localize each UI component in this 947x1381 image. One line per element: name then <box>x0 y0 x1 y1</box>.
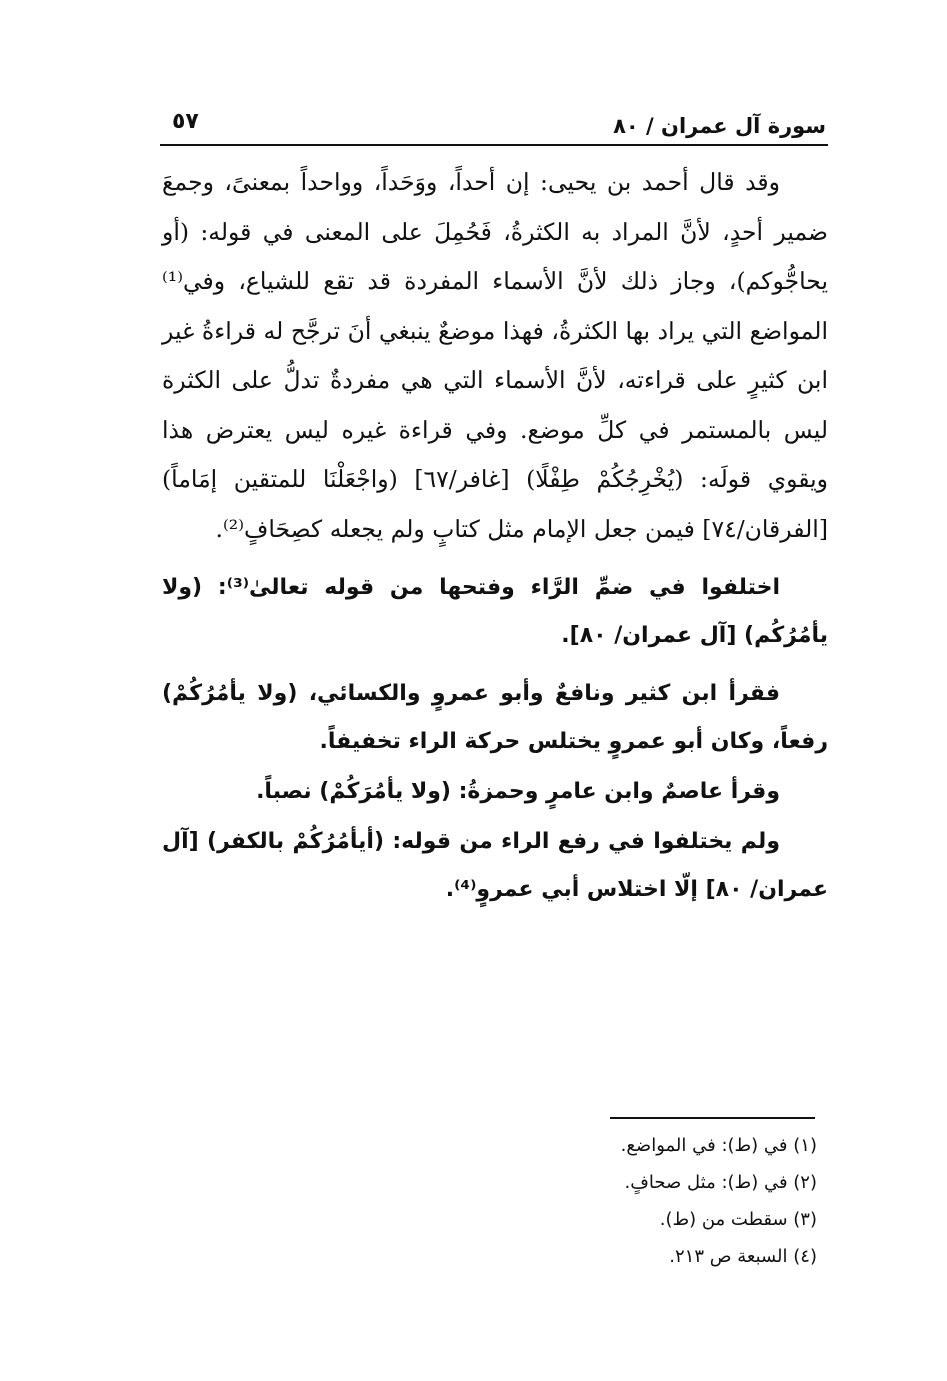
paragraph-reading-raf: فقرأ ابن كثير ونافعٌ وأبو عمروٍ والكسائي، (ولا يأمُرُكُمْ) رفعاً، وكان أبو عمروٍ يختلس حركة الراء تخفيفاً. <box>162 681 828 754</box>
running-header <box>160 92 828 146</box>
footnote-separator <box>610 1117 815 1119</box>
footnotes <box>517 1127 817 1275</box>
footnote-4: (٤) السبعة ص ٢١٣. <box>669 1246 817 1267</box>
paragraph-reading-nasb: وقرأ عاصمٌ وابن عامرٍ وحمزةُ: (ولا يأمُرَكُمْ) نصباً. <box>256 779 780 804</box>
footnote-2: (٢) في (ط): مثل صحافٍ. <box>624 1172 817 1193</box>
paragraph-commentary: وقد قال أحمد بن يحيى: إن أحداً، ووَحَداً، وواحداً بمعنىً، وجمعَ ضمير أحدٍ، لأنَّ المراد به الكثرةُ، فَحُمِلَ على المعنى في قوله: (أو يحاجُّوكم)، وجاز ذلك لأنَّ الأسماء المفردة قد تقع للشياع، وفي⁽¹⁾ المواضع التي يراد بها الكثرةُ، فهذا موضعٌ ينبغي أنَ ترجَّح له قراءةُ غير ابن كثيرٍ على قراءته، لأنَّ الأسماء التي هي مفردةٌ تدلُّ على الكثرة ليس بالمستمر في كلِّ موضع. وفي قراءة غيره ليس يعترض هذا ويقوي قولَه: (يُخْرِجُكُمْ طِفْلًا) [غافر/٦٧] (واجْعَلْنَا للمتقين إمَاماً) [الفرقان/٧٤] فيمن جعل الإمام مثل كتابٍ ولم يجعله كصِحَافٍ⁽²⁾. <box>162 168 828 543</box>
footnote-1: (١) في (ط): في المواضع. <box>620 1135 817 1156</box>
paragraph-no-disagreement: ولم يختلفوا في رفع الراء من قوله: (أيأمُرُكُمْ بالكفر) [آل عمران/ ٨٠] إلّا اختلاس أبي عمروٍ⁽⁴⁾. <box>162 829 828 902</box>
footnote-3: (٣) سقطت من (ط). <box>659 1209 817 1230</box>
header-title: سورة آل عمران / ٨٠ <box>613 114 826 138</box>
page-number: ٥٧ <box>172 109 199 134</box>
body-text <box>162 158 828 914</box>
paragraph-disagreement: اختلفوا في ضمِّ الرَّاء وفتحها من قوله تعالىٰ⁽³⁾: (ولا يأمُرُكُم) [آل عمران/ ٨٠]. <box>162 575 828 648</box>
